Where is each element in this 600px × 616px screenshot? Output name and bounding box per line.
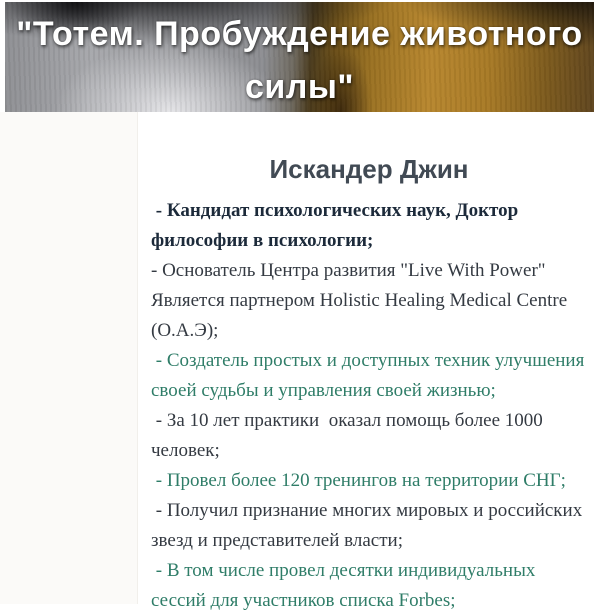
bio-item-techniques [151,346,600,406]
bio-line: - За 10 лет практики оказал помощь более 1000 [151,410,543,431]
bio-line: - Основатель Центра развития "Live With Power" [151,260,546,281]
hero-banner-image [5,2,594,112]
bio-line: Является партнером Holistic Healing Medical Centre [151,290,568,311]
bio-item-degrees [151,196,600,256]
bio-item-forbes [151,556,600,616]
bio-line: (О.А.Э); [151,320,219,341]
bio-line: - В том числе провел десятки индивидуальных [151,560,536,581]
bio-item-founder [151,256,600,346]
left-margin-strip [0,112,138,604]
bio-line: своей судьбы и управления своей жизнью; [151,380,496,401]
bio-line: звезд и представителей власти; [151,530,403,551]
bio-list [151,196,600,616]
bio-item-experience [151,406,600,466]
bio-line: философии в психологии; [151,230,374,251]
bio-line: человек; [151,440,220,461]
page-title-line-1: "Тотем. Пробуждение животного [16,15,583,53]
bio-item-recognition [151,496,600,556]
bio-line: - Кандидат психологических наук, Доктор [151,200,519,221]
bio-line: - Провел более 120 тренингов на территории СНГ; [151,470,566,491]
page-title [5,2,594,112]
bio-line: сессий для участников списка Forbes; [151,590,456,611]
profile-name-heading: Искандер Джин [269,154,469,184]
page-title-line-2: силы" [244,68,355,106]
content-column [138,112,600,616]
bio-item-trainings [151,466,600,496]
bio-line: - Создатель простых и доступных техник улучшения [151,350,585,371]
bio-line: - Получил признание многих мировых и российских [151,500,583,521]
